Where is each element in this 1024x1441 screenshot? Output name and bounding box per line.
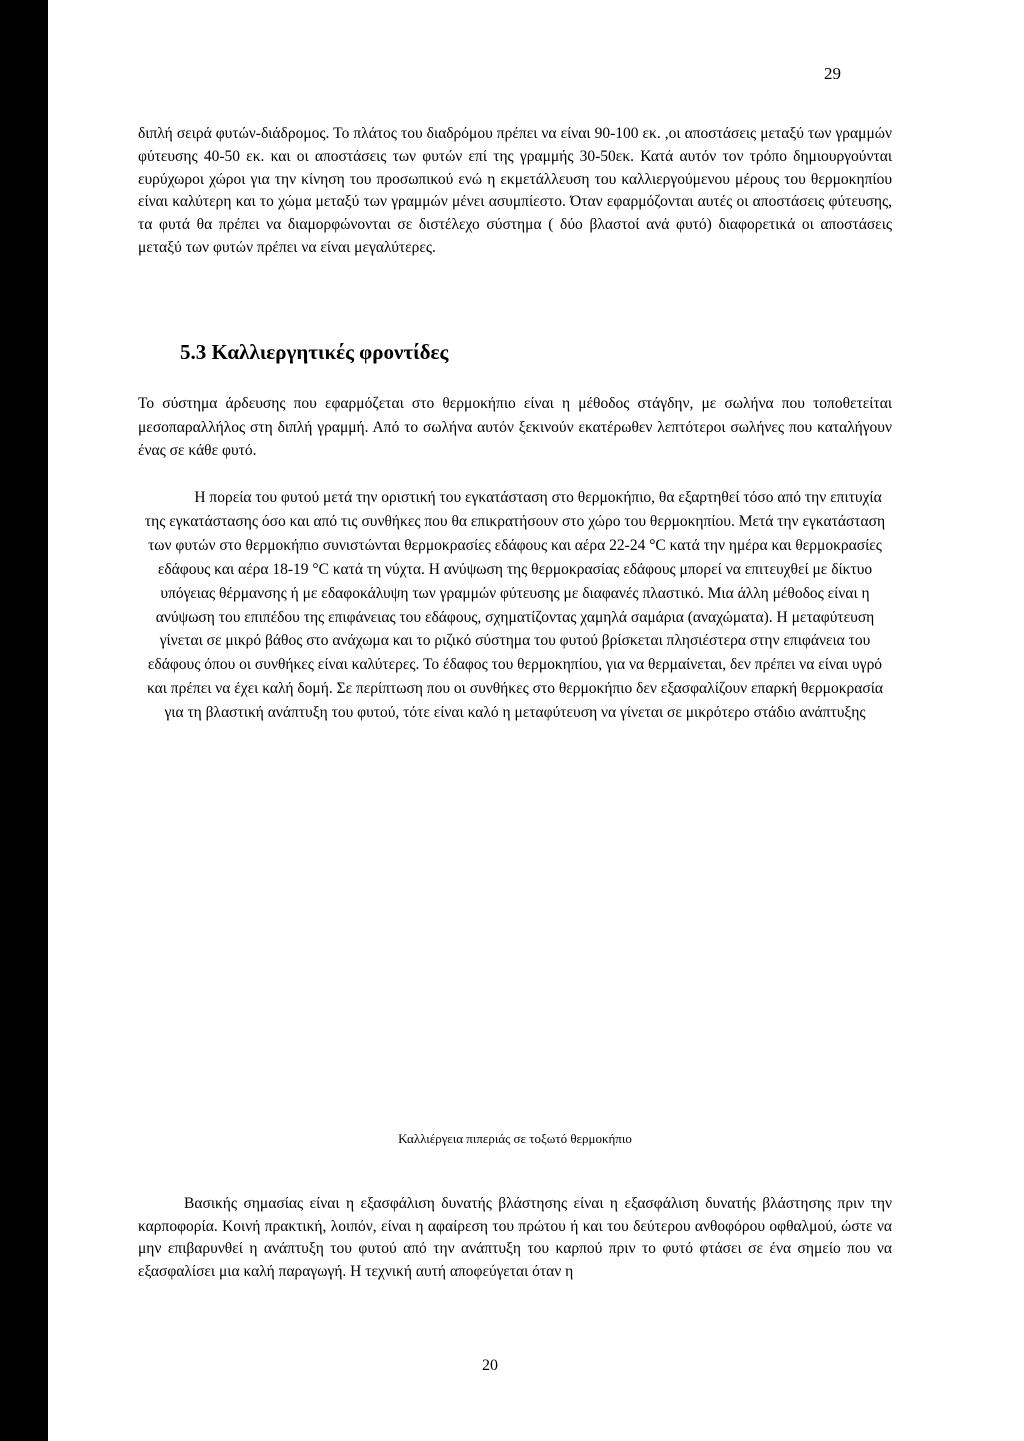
paragraph-plant-establishment: Η πορεία του φυτού μετά την οριστική του εγκατάσταση στο θερμοκήπιο, θα εξαρτηθεί τόσο από την επιτυχία της εγκατάστασης όσο και από τις συνθήκες που θα επικρατήσουν στο χώρο του θερμοκηπίου. Μετά την εγκατάσταση των φυτών στο θερμοκήπιο συνιστώνται θερμοκρασίες εδάφους και αέρα 22-24 °C κατά την ημέρα και θερμοκρασίες εδάφους και αέρα 18-19 °C κατά τη νύχτα. Η ανύψωση της θερμοκρασίας εδάφους μπορεί να επιτευχθεί με δίκτυο υπόγειας θέρμανσης ή με εδαφοκάλυψη των γραμμών φύτευσης με διαφανές πλαστικό. Μια άλλη μέθοδος είναι η ανύψωση του επιπέδου της επιφάνειας του εδάφους, σχηματίζοντας χαμηλά σαμάρια (αναχώματα). Η μεταφύτευση γίνεται σε μικρό βάθος στο ανάχωμα και το ριζικό σύστημα του φυτού βρίσκεται πλησιέστερα στην επιφάνεια του εδάφους όπου οι συνθήκες είναι καλύτερες. Το έδαφος του θερμοκηπίου, για να θερμαίνεται, δεν πρέπει να είναι υγρό και πρέπει να έχει καλή δομή. Σε περίπτωση που οι συνθήκες στο θερμοκήπιο δεν εξασφαλίζουν επαρκή θερμοκρασία για τη βλαστική ανάπτυξη του φυτού, τότε είναι καλό η μεταφύτευση να γίνεται σε μικρότερο στάδιο ανάπτυξης xyxy=(144,489,886,722)
paragraph-vegetative-growth: Βασικής σημασίας είναι η εξασφάλιση δυνατής βλάστησης είναι η εξασφάλιση δυνατής βλάστησης πριν την καρποφορία. Κοινή πρακτική, λοιπόν, είναι η αφαίρεση του πρώτου ή και του δεύτερου ανθοφόρου οφθαλμού, ώστε να μην επιβαρυνθεί η ανάπτυξη του φυτού από την ανάπτυξη του καρπού πριν το φυτό φτάσει σε ένα σημείο που να εξασφαλίσει μια καλή παραγωγή. Η τεχνική αυτή αποφεύγεται όταν η xyxy=(138,1195,892,1280)
section-heading: 5.3 Καλλιεργητικές φροντίδες xyxy=(180,340,449,364)
scan-edge-line xyxy=(38,0,41,200)
figure-caption: Καλλιέργεια πιπεριάς σε τοξωτό θερμοκήπιο xyxy=(398,1131,632,1146)
document-page xyxy=(48,0,1024,1441)
footer-page-number: 20 xyxy=(482,1357,498,1370)
scan-edge-line xyxy=(34,30,36,510)
paragraph-irrigation: Το σύστημα άρδευσης που εφαρμόζεται στο θερμοκήπιο είναι η μέθοδος στάγδην, με σωλήνα που τοποθετείται μεσοπαραλλήλος στη διπλή γραμμή. Από το σωλήνα αυτόν ξεκινούν εκατέρωθεν λεπτότεροι σωλήνες που καταλήγουν ένας σε κάθε φυτό. xyxy=(138,395,892,459)
page-number: 29 xyxy=(824,64,841,83)
paragraph-plant-spacing: διπλή σειρά φυτών-διάδρομος. Το πλάτος του διαδρόμου πρέπει να είναι 90-100 εκ. ,οι αποστάσεις μεταξύ των γραμμών φύτευσης 40-50 εκ. και οι αποστάσεις των φυτών επί της γραμμής 30-50εκ. Κατά αυτόν τον τρόπο δημιουργούνται ευρύχωροι χώροι για την κίνηση του προσωπικού ενώ η εκμετάλλευση του καλλιεργούμενου μέρους του θερμοκηπίου είναι καλύτερη και το χώμα μεταξύ των γραμμών μένει ασυμπίεστο. Όταν εφαρμόζονται αυτές οι αποστάσεις φύτευσης, τα φυτά θα πρέπει να διαμορφώνονται σε διστέλεχο σύστημα ( δύο βλαστοί ανά φυτό) διαφορετικά οι αποστάσεις μεταξύ των φυτών πρέπει να είναι μεγαλύτερες. xyxy=(138,125,892,256)
